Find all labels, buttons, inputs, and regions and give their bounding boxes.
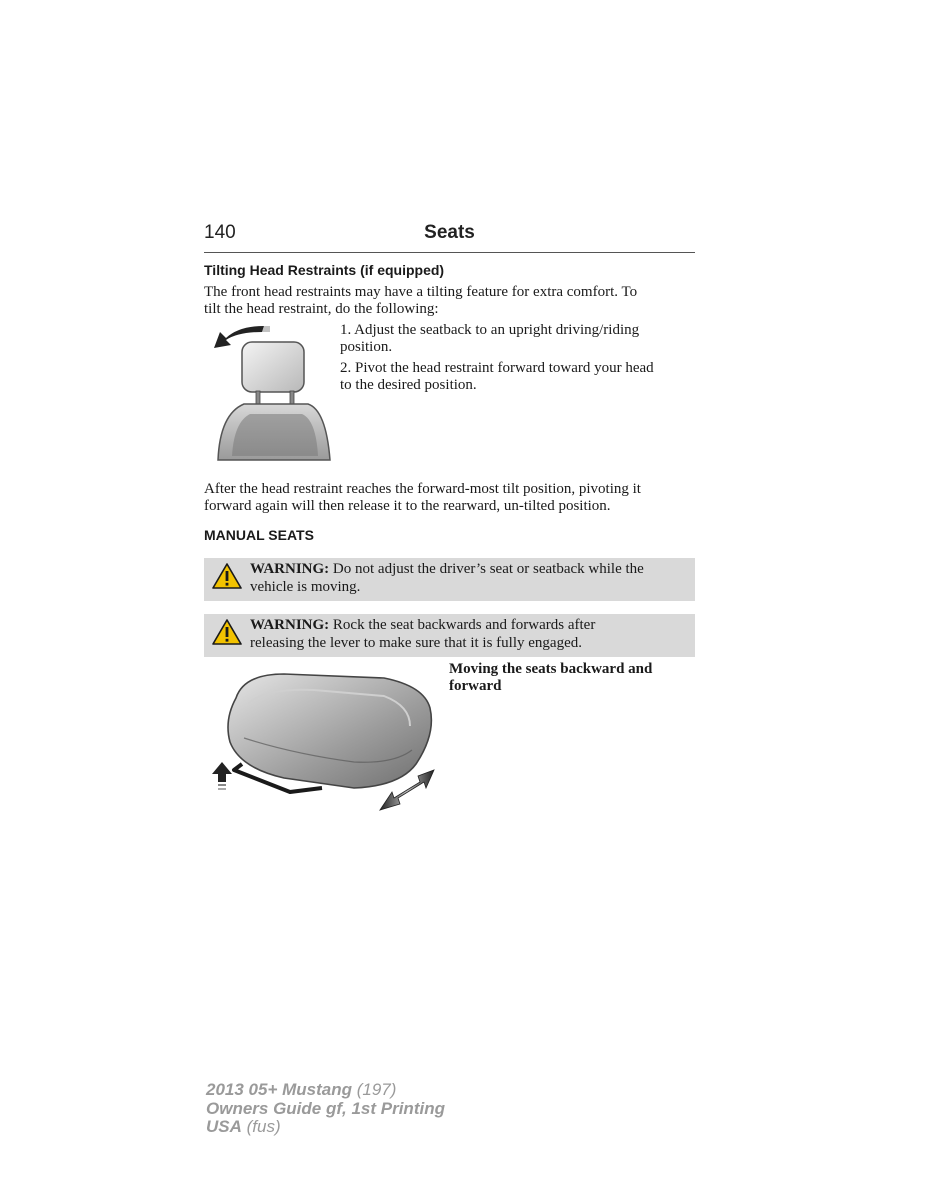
after-line: forward again will then release it to the rearward, un-tilted position. [204, 497, 611, 514]
step-line: to the desired position. [340, 376, 477, 393]
step-line: 1. Adjust the seatback to an upright driving/riding [340, 322, 640, 338]
tilting-heading: Tilting Head Restraints (if equipped) [204, 262, 445, 278]
warning-label: WARNING: [250, 561, 330, 577]
footer-code: (197) [352, 1080, 397, 1099]
footer-line [206, 1100, 445, 1119]
warning-icon [212, 619, 242, 645]
step-line: 2. Pivot the head restraint forward toward your head [340, 360, 654, 376]
intro-line: The front head restraints may have a tilting feature for extra comfort. To [204, 284, 638, 300]
warning-text: vehicle is moving. [250, 579, 361, 595]
warning-label: WARNING: [250, 617, 330, 633]
step-2 [340, 360, 700, 393]
manual-seat-illustration [204, 664, 440, 814]
footer-line [206, 1118, 445, 1137]
head-restraint-illustration [204, 318, 336, 468]
footer-guide: Owners Guide gf, 1st Printing [206, 1098, 445, 1118]
warning-text: Rock the seat backwards and forwards after [329, 617, 596, 633]
caption-line: Moving the seats backward and [449, 661, 653, 677]
footer-model: 2013 05+ Mustang [206, 1080, 352, 1099]
seat-caption [449, 661, 699, 695]
after-line: After the head restraint reaches the forward-most tilt position, pivoting it [204, 481, 641, 497]
caption-line: forward [449, 678, 502, 694]
print-footer [206, 1081, 445, 1137]
tilting-after [204, 481, 695, 514]
warning-box-1 [204, 558, 695, 601]
warning-text: Do not adjust the driver’s seat or seatback while the [329, 561, 644, 577]
manual-seats-heading: MANUAL SEATS [204, 527, 314, 543]
warning-icon [212, 563, 242, 589]
footer-line [206, 1081, 445, 1100]
footer-market: USA [206, 1117, 242, 1136]
page-header [204, 222, 695, 253]
page-number: 140 [204, 222, 236, 243]
step-line: position. [340, 338, 393, 355]
footer-market-code: (fus) [241, 1117, 281, 1136]
warning-box-2 [204, 614, 695, 657]
intro-line: tilt the head restraint, do the following: [204, 300, 439, 317]
tilting-intro [204, 284, 695, 317]
warning-text: releasing the lever to make sure that it is fully engaged. [250, 635, 582, 651]
step-1 [340, 322, 700, 355]
section-title: Seats [424, 222, 475, 243]
